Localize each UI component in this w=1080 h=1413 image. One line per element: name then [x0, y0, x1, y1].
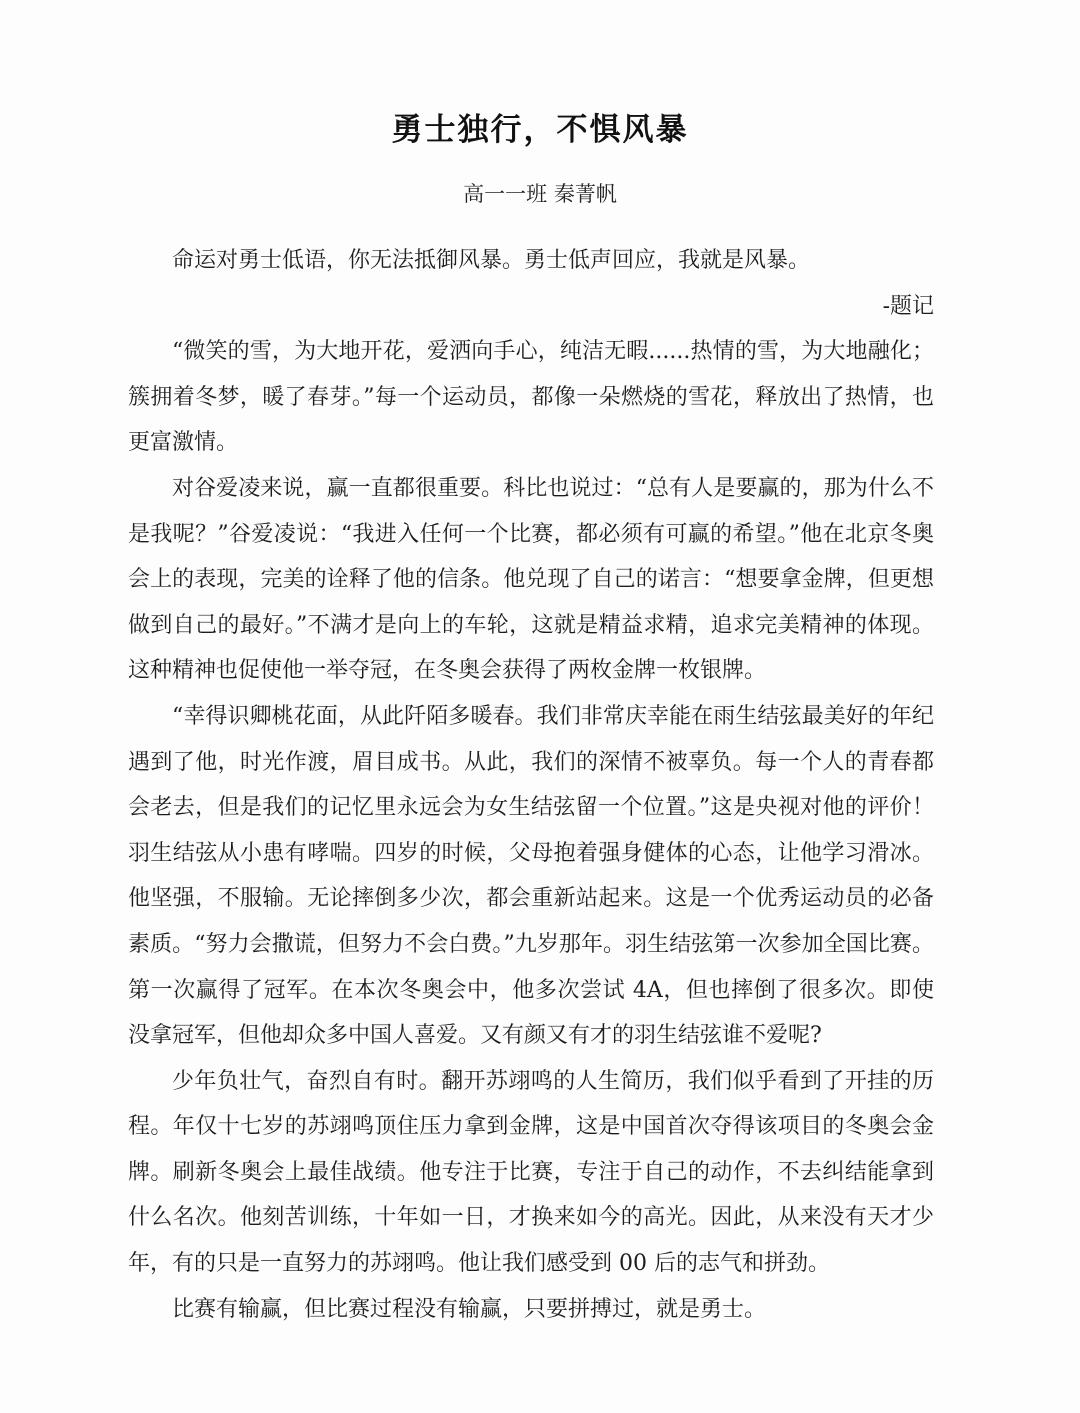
essay-title: 勇士独行，不惧风暴	[391, 112, 689, 148]
paragraph: 少年负壮气，奋烈自有时。翻开苏翊鸣的人生简历，我们似乎看到了开挂的历程。年仅十七岁的苏翊鸣顶住压力拿到金牌，这是中国首次夺得该项目的冬奥会金牌。刷新冬奥会上最佳战绩。他专注于比赛，专注于自己的动作，不去纠结能拿到什么名次。他刻苦训练，十年如一日，才换来如今的高光。因此，从来没有天才少年，有的只是一直努力的苏翊鸣。他让我们感受到 00 后的志气和拼劲。	[128, 1068, 934, 1277]
paragraph: 比赛有输赢，但比赛过程没有输赢，只要拼搏过，就是勇士。	[172, 1296, 767, 1322]
epigraph-signature: -题记	[882, 293, 934, 319]
author-line: 高一一班 秦菁帆	[463, 182, 617, 206]
essay-body	[128, 238, 934, 1332]
paragraph: “幸得识卿桃花面，从此阡陌多暖春。我们非常庆幸能在雨生结弦最美好的年纪遇到了他，时光作渡，眉目成书。从此，我们的深情不被辜负。每一个人的青春都会老去，但是我们的记忆里永远会为女生结弦留一个位置。”这是央视对他的评价！羽生结弦从小患有哮喘。四岁的时候，父母抱着强身健体的心态，让他学习滑冰。他坚强，不服输。无论摔倒多少次，都会重新站起来。这是一个优秀运动员的必备素质。“努力会撒谎，但努力不会白费。”九岁那年。羽生结弦第一次参加全国比赛。第一次赢得了冠军。在本次冬奥会中，他多次尝试 4A，但也摔倒了很多次。即使没拿冠军，但他却众多中国人喜爱。又有颜又有才的羽生结弦谁不爱呢?	[128, 703, 934, 1049]
paragraph: “微笑的雪，为大地开花，爱洒向手心，纯洁无暇......热情的雪，为大地融化；簇拥着冬梦，暖了春芽。”每一个运动员，都像一朵燃烧的雪花，释放出了热情，也更富激情。	[128, 339, 934, 456]
paragraph: 对谷爱凌来说，赢一直都很重要。科比也说过：“总有人是要赢的，那为什么不是我呢？”谷爱凌说：“我进入任何一个比赛，都必须有可赢的希望。”他在北京冬奥会上的表现，完美的诠释了他的信条。他兑现了自己的诺言：“想要拿金牌，但更想做到自己的最好。”不满才是向上的车轮，这就是精益求精，追求完美精神的体现。这种精神也促使他一举夺冠，在冬奥会获得了两枚金牌一枚银牌。	[128, 475, 934, 684]
epigraph: 命运对勇士低语，你无法抵御风暴。勇士低声回应，我就是风暴。	[172, 248, 811, 273]
